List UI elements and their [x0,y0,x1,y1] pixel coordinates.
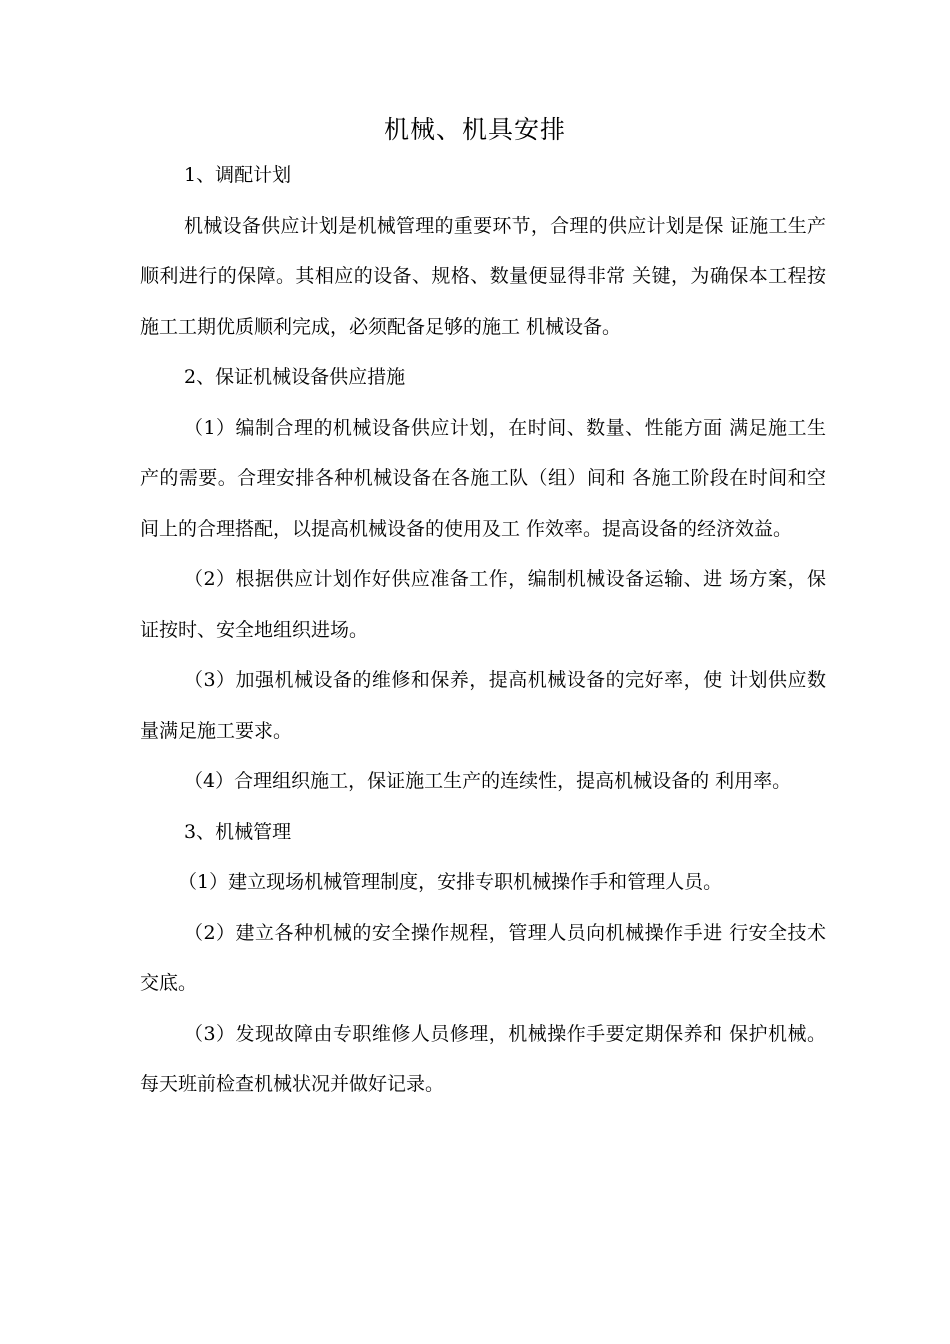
paragraph: （1）编制合理的机械设备供应计划，在时间、数量、性能方面 满足施工生产的需要。合理安排各种机械设备在各施工队（组）间和 各施工阶段在时间和空间上的合理搭配，以提高机械设备的使用及工 作效率。提高设备的经济效益。 [140,416,826,540]
paragraph: 机械设备供应计划是机械管理的重要环节，合理的供应计划是保 证施工生产顺利进行的保障。其相应的设备、规格、数量便显得非常 关键，为确保本工程按施工工期优质顺利完成，必须配备足够的施工 机械设备。 [140,214,826,338]
document-body [140,150,826,1110]
paragraph: （1）建立现场机械管理制度，安排专职机械操作手和管理人员。 [178,871,723,893]
section-heading-1: 1、调配计划 [184,164,292,186]
page-title: 机械、机具安排 [383,115,566,144]
paragraph: （2）建立各种机械的安全操作规程，管理人员向机械操作手进 行安全技术交底。 [140,921,826,994]
paragraph: （3）发现故障由专职维修人员修理，机械操作手要定期保养和 保护机械。每天班前检查机械状况并做好记录。 [140,1022,826,1095]
section-heading-2: 2、保证机械设备供应措施 [184,366,406,388]
paragraph: （3）加强机械设备的维修和保养，提高机械设备的完好率，使 计划供应数量满足施工要求。 [140,669,826,742]
section-heading-3: 3、机械管理 [184,820,292,843]
paragraph: （4）合理组织施工，保证施工生产的连续性，提高机械设备的 利用率。 [184,770,792,792]
paragraph: （2）根据供应计划作好供应准备工作，编制机械设备运输、进 场方案，保证按时、安全地组织进场。 [140,568,826,641]
